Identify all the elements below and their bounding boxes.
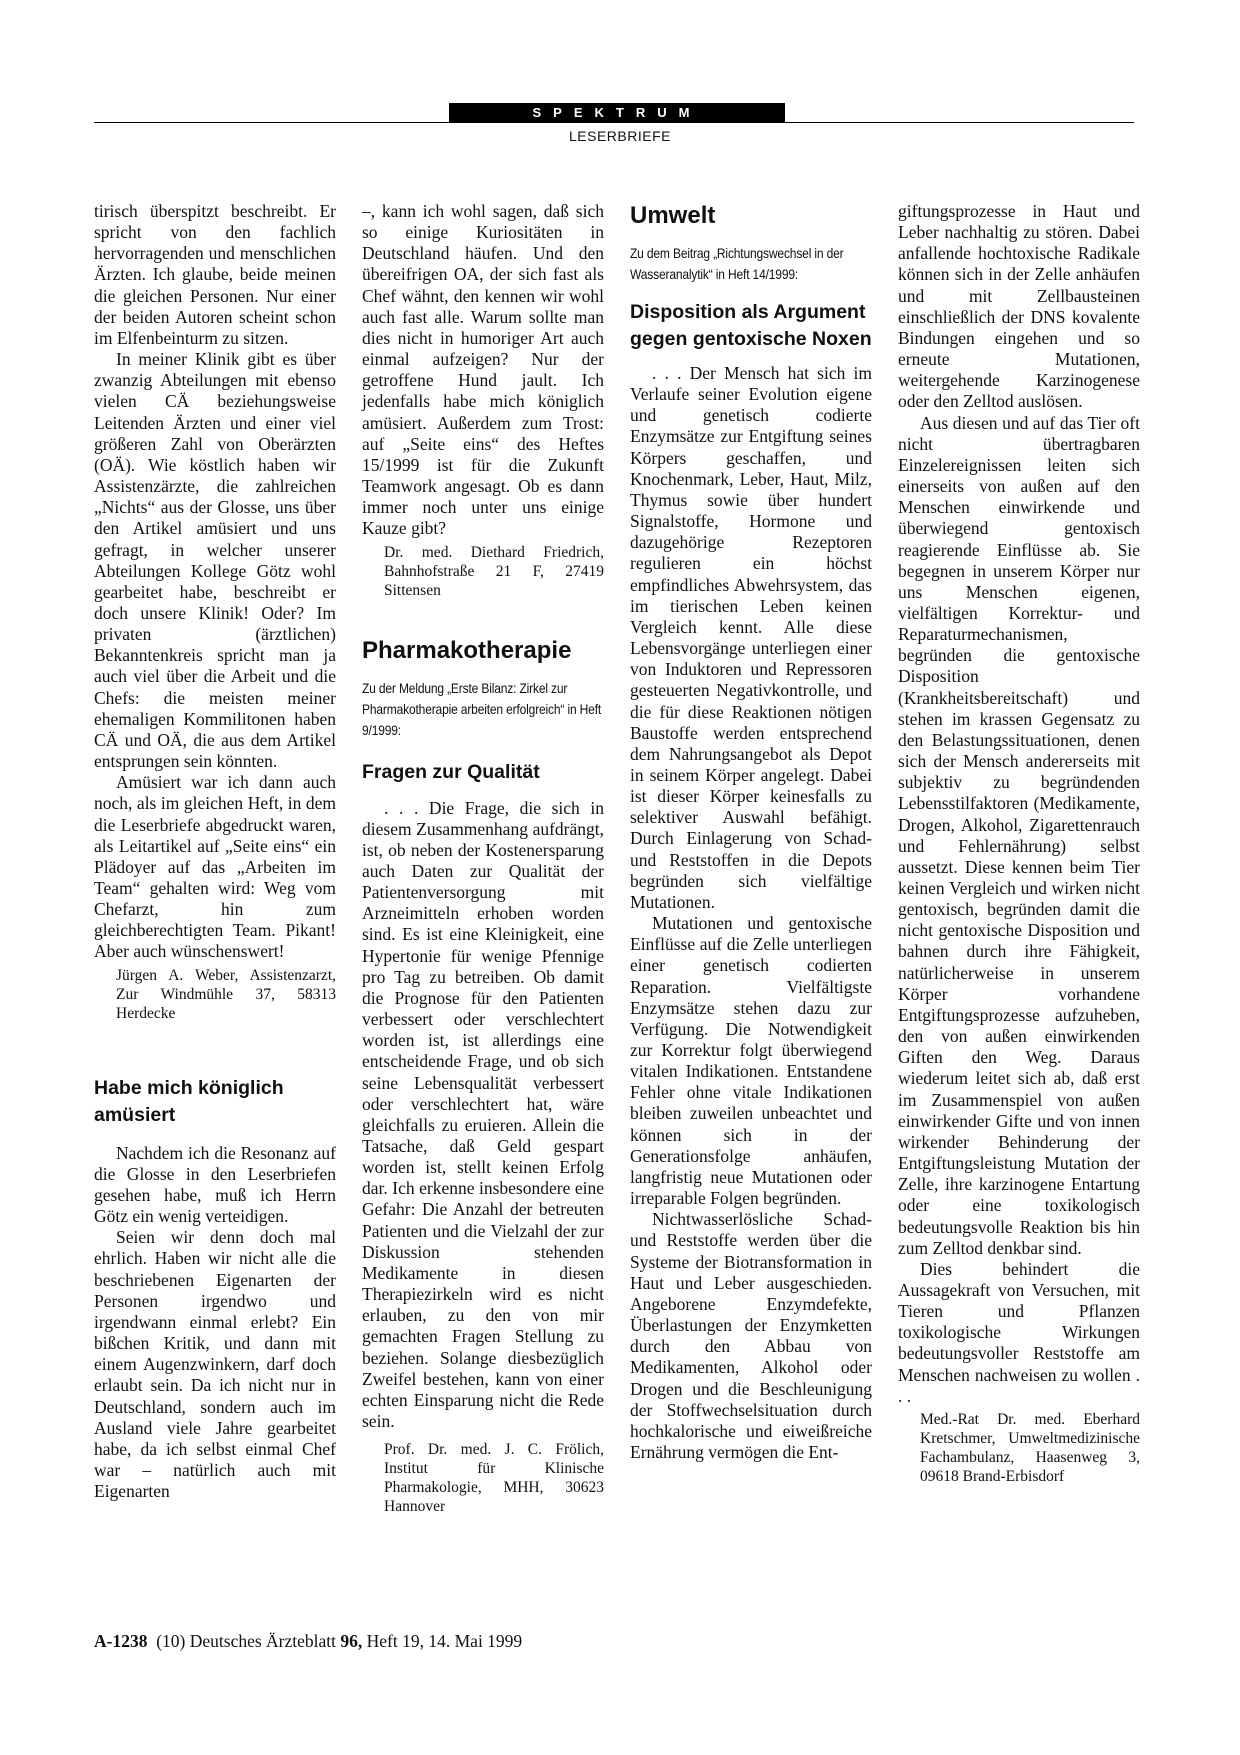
column-4 [898,201,1140,1486]
letter4-paragraph: Dies behindert die Aussagekraft von Versuchen, mit Tieren und Pflanzen toxikologische Wirkungen bedeutungsvoller Reststoffe am Menschen nachweisen zu wollen . . . [898,1258,1140,1406]
column-1 [94,201,336,1502]
section-banner: SPEKTRUM [449,103,785,123]
letter4-paragraph: giftungsprozesse in Haut und Leber nachhaltig zu stören. Dabei anfallende hochtoxische Radikale können sich in der Zelle anhäufen und mit Zellbausteinen einschließlich der DNS kovalente Bindungen eingehen und so erneute Mutationen, weitergehende Karzinogenese oder den Zelltod auslösen. [898,201,1140,412]
letter4-paragraph: Nichtwasserlösliche Schad- und Reststoffe werden über die Systeme der Biotransformation in Haut und Leber ausgeschieden. Angeborene Enzymdefekte, Überlastungen der Enzymketten durch den Abbau von Medikamenten, Alkohol oder Drogen und die Beschleunigung der Stoffwechselsituation durch hochkalorische und eiweißreiche Ernährung vermögen die Ent- [630,1209,872,1462]
letter2-heading: Habe mich königlich amüsiert [94,1076,284,1126]
column-3 [630,201,872,1463]
letter4-paragraph: Mutationen und gentoxische Einflüsse auf die Zelle unterliegen einer genetisch codierten Reparation. Vielfältigste Enzymsätze stehen dazu zur Verfügung. Die Notwendigkeit zur Korrektur folgt überwiegend vitalen Indikationen. Entstandene Fehler ohne vitale Indikationen bleiben zuweilen unbeachtet und können sich in der Generationsfolge anhäufen, langfristig neue Mutationen oder irreparable Folgen begründen. [630,913,872,1209]
article-reference: Zu der Meldung „Erste Bilanz: Zirkel zur Pharmakotherapie arbeiten erfolgreich“ in Heft 9/1999: [362,679,602,738]
letter1-paragraph: tirisch überspitzt beschreibt. Er spricht von den fachlich hervorragenden und menschlichen Ärzten. Ich glaube, beide meinen die gleichen Personen. Nur einer der beiden Autoren scheint schon im Elfenbeinturm zu sitzen. [94,201,336,348]
letter3-paragraph: . . . Die Frage, die sich in diesem Zusammenhang aufdrängt, ist, ob neben der Kostenersparung auch Daten zur Qualität der Patientenversorgung mit Arzneimitteln erhoben worden sind. Es ist eine Kleinigkeit, eine Hypertonie für wenige Pfennige pro Tag zu betreiben. Ob damit die Prognose für den Patienten verbessert oder verschlechtert worden ist, ist allerdings eine entscheidende Frage, und ob sich seine Lebensqualität verbessert oder verschlechtert hat, wäre gleichfalls zu eruieren. Allein die Tatsache, daß Geld gespart worden ist, stellt keinen Erfolg dar. Ich erkenne insbesondere eine Gefahr: Die Anzahl der betreuten Patienten und die Vielzahl der zur Diskussion stehenden Medikamente in diesen Therapiezirkeln wird es nicht erlauben, zu den von mir gemachten Fragen Stellung zu beziehen. Solange diesbezüglich Zweifel bestehen, kann von einer echten Einsparung nicht die Rede sein. [362,797,604,1432]
journal-volume: 96, [340,1631,363,1651]
letter2-paragraph: –, kann ich wohl sagen, daß sich so einige Kuriositäten in Deutschland häufen. Und den übereifrigen OA, der sich fast als Chef wähnt, den kennen wir wohl auch fast alle. Warum sollte man dies nicht in humoriger Art auch einmal aufzeigen? Nur der getroffene Hund jault. Ich jedenfalls habe mich königlich amüsiert. Außerdem zum Trost: auf „Seite eins“ des Heftes 15/1999 ist für die Zukunft Teamwork angesagt. Ob es dann immer noch unter uns einige Kauze gibt? [362,201,604,539]
page-number: A-1238 [94,1631,148,1651]
subsection-label: LESERBRIEFE [569,128,671,144]
letter3-signature: Prof. Dr. med. J. C. Frölich, Institut für Klinische Pharmakologie, MHH, 30623 Hannover [384,1441,604,1516]
letter2-signature: Dr. med. Diethard Friedrich, Bahnhofstraße 21 F, 27419 Sittensen [384,543,604,599]
column-2 [362,201,604,1516]
letter1-signature: Jürgen A. Weber, Assistenzarzt, Zur Windmühle 37, 58313 Herdecke [116,966,336,1022]
letter1-paragraph: In meiner Klinik gibt es über zwanzig Abteilungen mit ebenso vielen CÄ beziehungsweise Leitenden Ärzten und einer viel größeren Zahl von Oberärzten (OÄ). Wie köstlich haben wir Assistenzärzte, die zahlreichen „Nichts“ aus der Glosse, uns über den Artikel amüsiert und uns gefragt, in welcher unserer Abteilungen Kollege Götz wohl gearbeitet habe, beschreibt er doch unsere Klinik! Oder? Im privaten (ärztlichen) Bekanntenkreis spricht man ja auch viel über die Arbeit und die Chefs: die meisten meiner ehemaligen Kommilitonen haben CÄ und OÄ, die aus dem Artikel entsprungen sein könnten. [94,349,336,772]
letter1-paragraph: Amüsiert war ich dann auch noch, als im gleichen Heft, in dem die Leserbriefe abgedruckt waren, als Leitartikel auf „Seite eins“ ein Plädoyer auf das „Arbeiten im Team“ gehalten wird: Weg vom Chefarzt, hin zum gleichberechtigten Team. Pikant! Aber auch wünschenswert! [94,772,336,962]
article-reference: Zu dem Beitrag „Richtungswechsel in der Wasseranalytik“ in Heft 14/1999: [630,245,844,282]
page-footer [94,1631,522,1652]
letter2-paragraph: Seien wir denn doch mal ehrlich. Haben wir nicht alle die beschriebenen Eigenarten der Personen irgendwo und irgendwann einmal erlebt? Ein bißchen Kritik, und dann mit einem Augenzwinkern, darf doch erlaubt sein. Da ich nicht nur in Deutschland, sondern auch im Ausland viele Jahre gearbeitet habe, da ich selbst einmal Chef war – natürlich auch mit Eigenarten [94,1227,336,1502]
letter4-signature: Med.-Rat Dr. med. Eberhard Kretschmer, Umweltmedizinische Fachambulanz, Haasenweg 3, 09618 Brand-Erbisdorf [920,1410,1140,1485]
letter4-paragraph: . . . Der Mensch hat sich im Verlaufe seiner Evolution eigene und genetisch codierte Enzymsätze zur Entgiftung seines Körpers geschaffen, und Knochenmark, Leber, Haut, Milz, Thymus sowie über hundert Signalstoffe, Hormone und dazugehörige Rezeptoren regulieren ein höchst empfindliches Abwehrsystem, das im tierischen Leben keinen Vergleich kennt. Alle diese Lebensvorgänge unterliegen einer von Induktoren und Repressoren gesteuerten Negativkontrolle, und die für diese Reaktionen nötigen Baustoffe werden entsprechend dem Nahrungsangebot als Depot in seinem Körper angelegt. Dabei ist dieser Körper keinesfalls zu selektiver Auswahl befähigt. Durch Einlagerung von Schad- und Reststoffen in die Depots begründen sich vielfältige Mutationen. [630,363,872,912]
letter4-heading: Disposition als Argument gegen gentoxische Noxen [630,301,872,350]
section-heading-pharmakotherapie: Pharmakotherapie [362,636,572,664]
letter2-paragraph: Nachdem ich die Resonanz auf die Glosse in den Leserbriefen gesehen habe, muß ich Herrn Götz ein wenig verteidigen. [94,1142,336,1227]
letter4-paragraph: Aus diesen und auf das Tier oft nicht übertragbaren Einzelereignissen leiten sich einerseits von außen auf den Menschen einwirkende und überwiegend gentoxisch reagierende Einflüsse ab. Sie begegnen in unserem Körper nur uns Menschen eigenen, vielfältigen Korrektur- und Reparaturmechanismen, begründen die gentoxische Disposition (Krankheitsbereitschaft) und stehen im krassen Gegensatz zu den Belastungssituationen, denen sich der Mensch andererseits mit subjektiv zu begründenden Lebensstilfaktoren (Medikamente, Drogen, Alkohol, Zigarettenrauch und Fehlernährung) selbst aussetzt. Diese kennen beim Tier keinen Vergleich und wirken nicht gentoxisch, begründen damit die nicht gentoxische Disposition und bahnen durch ihre Fähigkeit, natürlicherweise in unserem Körper vorhandene Entgiftungsprozesse aufzuheben, den von außen einwirkenden Giften den Weg. Daraus wiederum leitet sich ab, daß erst im Zusammenspiel von außen einwirkender Gifte und von innen wirkender Behinderung der Entgiftungsleistung Mutation der Zelle, ihre karzinogene Entartung oder eine toxikologisch bedeutungsvolle Reaktion bis hin zum Zelltod denkbar sind. [898,412,1140,1258]
journal-name: (10) Deutsches Ärzteblatt [156,1631,337,1651]
issue-date: Heft 19, 14. Mai 1999 [366,1631,523,1651]
letter3-heading: Fragen zur Qualität [362,760,540,783]
section-heading-umwelt: Umwelt [630,202,716,229]
